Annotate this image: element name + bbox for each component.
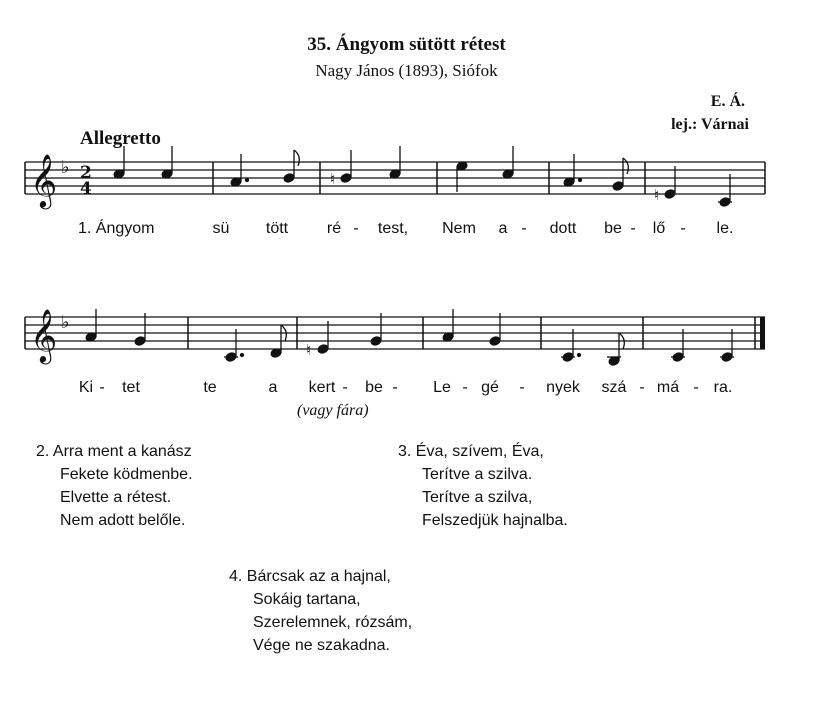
song-source: Nagy János (1893), Siófok <box>315 61 498 80</box>
lyric-syllable: lő <box>652 220 666 237</box>
note <box>283 173 295 184</box>
treble-clef-icon: 𝄞 <box>30 308 58 362</box>
note <box>317 344 329 355</box>
note <box>270 348 282 359</box>
lyric-hyphen: - <box>693 379 699 396</box>
lyric-hyphen: - <box>680 220 686 237</box>
author-initials: E. Á. <box>710 93 745 110</box>
lyric-syllable: gé <box>481 379 499 396</box>
verse-line: 4. Bárcsak az a hajnal, <box>229 568 391 585</box>
time-signature-bottom: 4 <box>80 179 92 199</box>
lyric-syllable: be <box>365 379 383 396</box>
lyric-hyphen: - <box>639 379 645 396</box>
transcriber-credit: lej.: Várnai <box>671 116 749 133</box>
note <box>489 336 501 347</box>
verse-line: Felszedjük hajnalba. <box>422 512 568 529</box>
note <box>442 332 454 343</box>
lyric-syllable: tött <box>265 220 289 237</box>
note <box>113 169 125 180</box>
lyric-hyphen: - <box>342 379 348 396</box>
lyric-syllable: te <box>203 379 217 396</box>
flat-icon: ♭ <box>61 312 70 333</box>
natural-icon: ♮ <box>306 341 312 359</box>
verse-line: Elvette a rétest. <box>60 489 172 506</box>
note <box>134 336 146 347</box>
note <box>563 177 575 188</box>
verse-line: Terítve a szilva. <box>422 466 533 483</box>
lyric-syllable: kert <box>308 379 336 396</box>
verse-line: Terítve a szilva, <box>422 489 533 506</box>
note <box>664 189 676 200</box>
verse-line: Vége ne szakadna. <box>253 637 390 654</box>
time-signature-top: 2 <box>80 163 92 183</box>
lyric-hyphen: - <box>462 379 468 396</box>
lyric-syllable: szá <box>601 379 627 396</box>
note <box>161 169 173 180</box>
verse-line: Fekete ködmenbe. <box>60 466 193 483</box>
note <box>340 173 352 184</box>
verse-line: Szerelemnek, rózsám, <box>253 614 413 631</box>
notes-line-2 <box>85 309 734 366</box>
lyric-hyphen: - <box>392 379 398 396</box>
verse-3 <box>398 440 568 532</box>
tempo-marking: Allegretto <box>80 128 161 149</box>
song-title: 35. Ángyom sütött rétest <box>307 34 506 55</box>
verse-line: Nem adott belőle. <box>60 512 186 529</box>
note <box>85 332 97 343</box>
verse-line: 2. Arra ment a kanász <box>36 443 192 460</box>
lyric-syllable: 1. Ángyom <box>78 220 155 237</box>
note <box>612 181 624 192</box>
lyric-hyphen: - <box>630 220 636 237</box>
lyric-syllable: má <box>656 379 680 396</box>
natural-icon: ♮ <box>654 186 660 204</box>
verse-line: 3. Éva, szívem, Éva, <box>398 443 544 460</box>
lyric-syllable: Nem <box>442 220 476 237</box>
note <box>389 169 401 180</box>
lyric-syllable: Le <box>433 379 451 396</box>
verse-4 <box>229 565 412 657</box>
notes-line-1 <box>113 146 732 207</box>
lyric-syllable: ré <box>326 220 342 237</box>
lyric-syllable: sü <box>212 220 230 237</box>
treble-clef-icon: 𝄞 <box>30 153 58 207</box>
lyric-syllable: be <box>604 220 622 237</box>
lyric-syllable: ra. <box>713 379 733 396</box>
verse-2 <box>36 440 193 532</box>
lyric-syllable: Ki <box>78 379 94 396</box>
lyric-syllable: dott <box>549 220 577 237</box>
lyric-syllable: a <box>498 220 508 237</box>
lyric-syllable: test, <box>377 220 409 237</box>
note <box>502 169 514 180</box>
lyric-syllable: tet <box>122 379 140 396</box>
lyric-hyphen: - <box>519 379 525 396</box>
natural-icon: ♮ <box>330 170 336 188</box>
lyric-variant-note: (vagy fára) <box>297 402 369 419</box>
lyric-syllable: a <box>268 379 278 396</box>
flat-icon: ♭ <box>61 157 70 178</box>
lyric-syllable: le. <box>716 220 734 237</box>
verse-line: Sokáig tartana, <box>253 591 361 608</box>
note <box>456 161 468 172</box>
lyric-hyphen: - <box>99 379 105 396</box>
note <box>230 177 242 188</box>
lyric-hyphen: - <box>521 220 527 237</box>
note <box>370 336 382 347</box>
lyric-hyphen: - <box>353 220 359 237</box>
lyric-syllable: nyek <box>546 379 580 396</box>
